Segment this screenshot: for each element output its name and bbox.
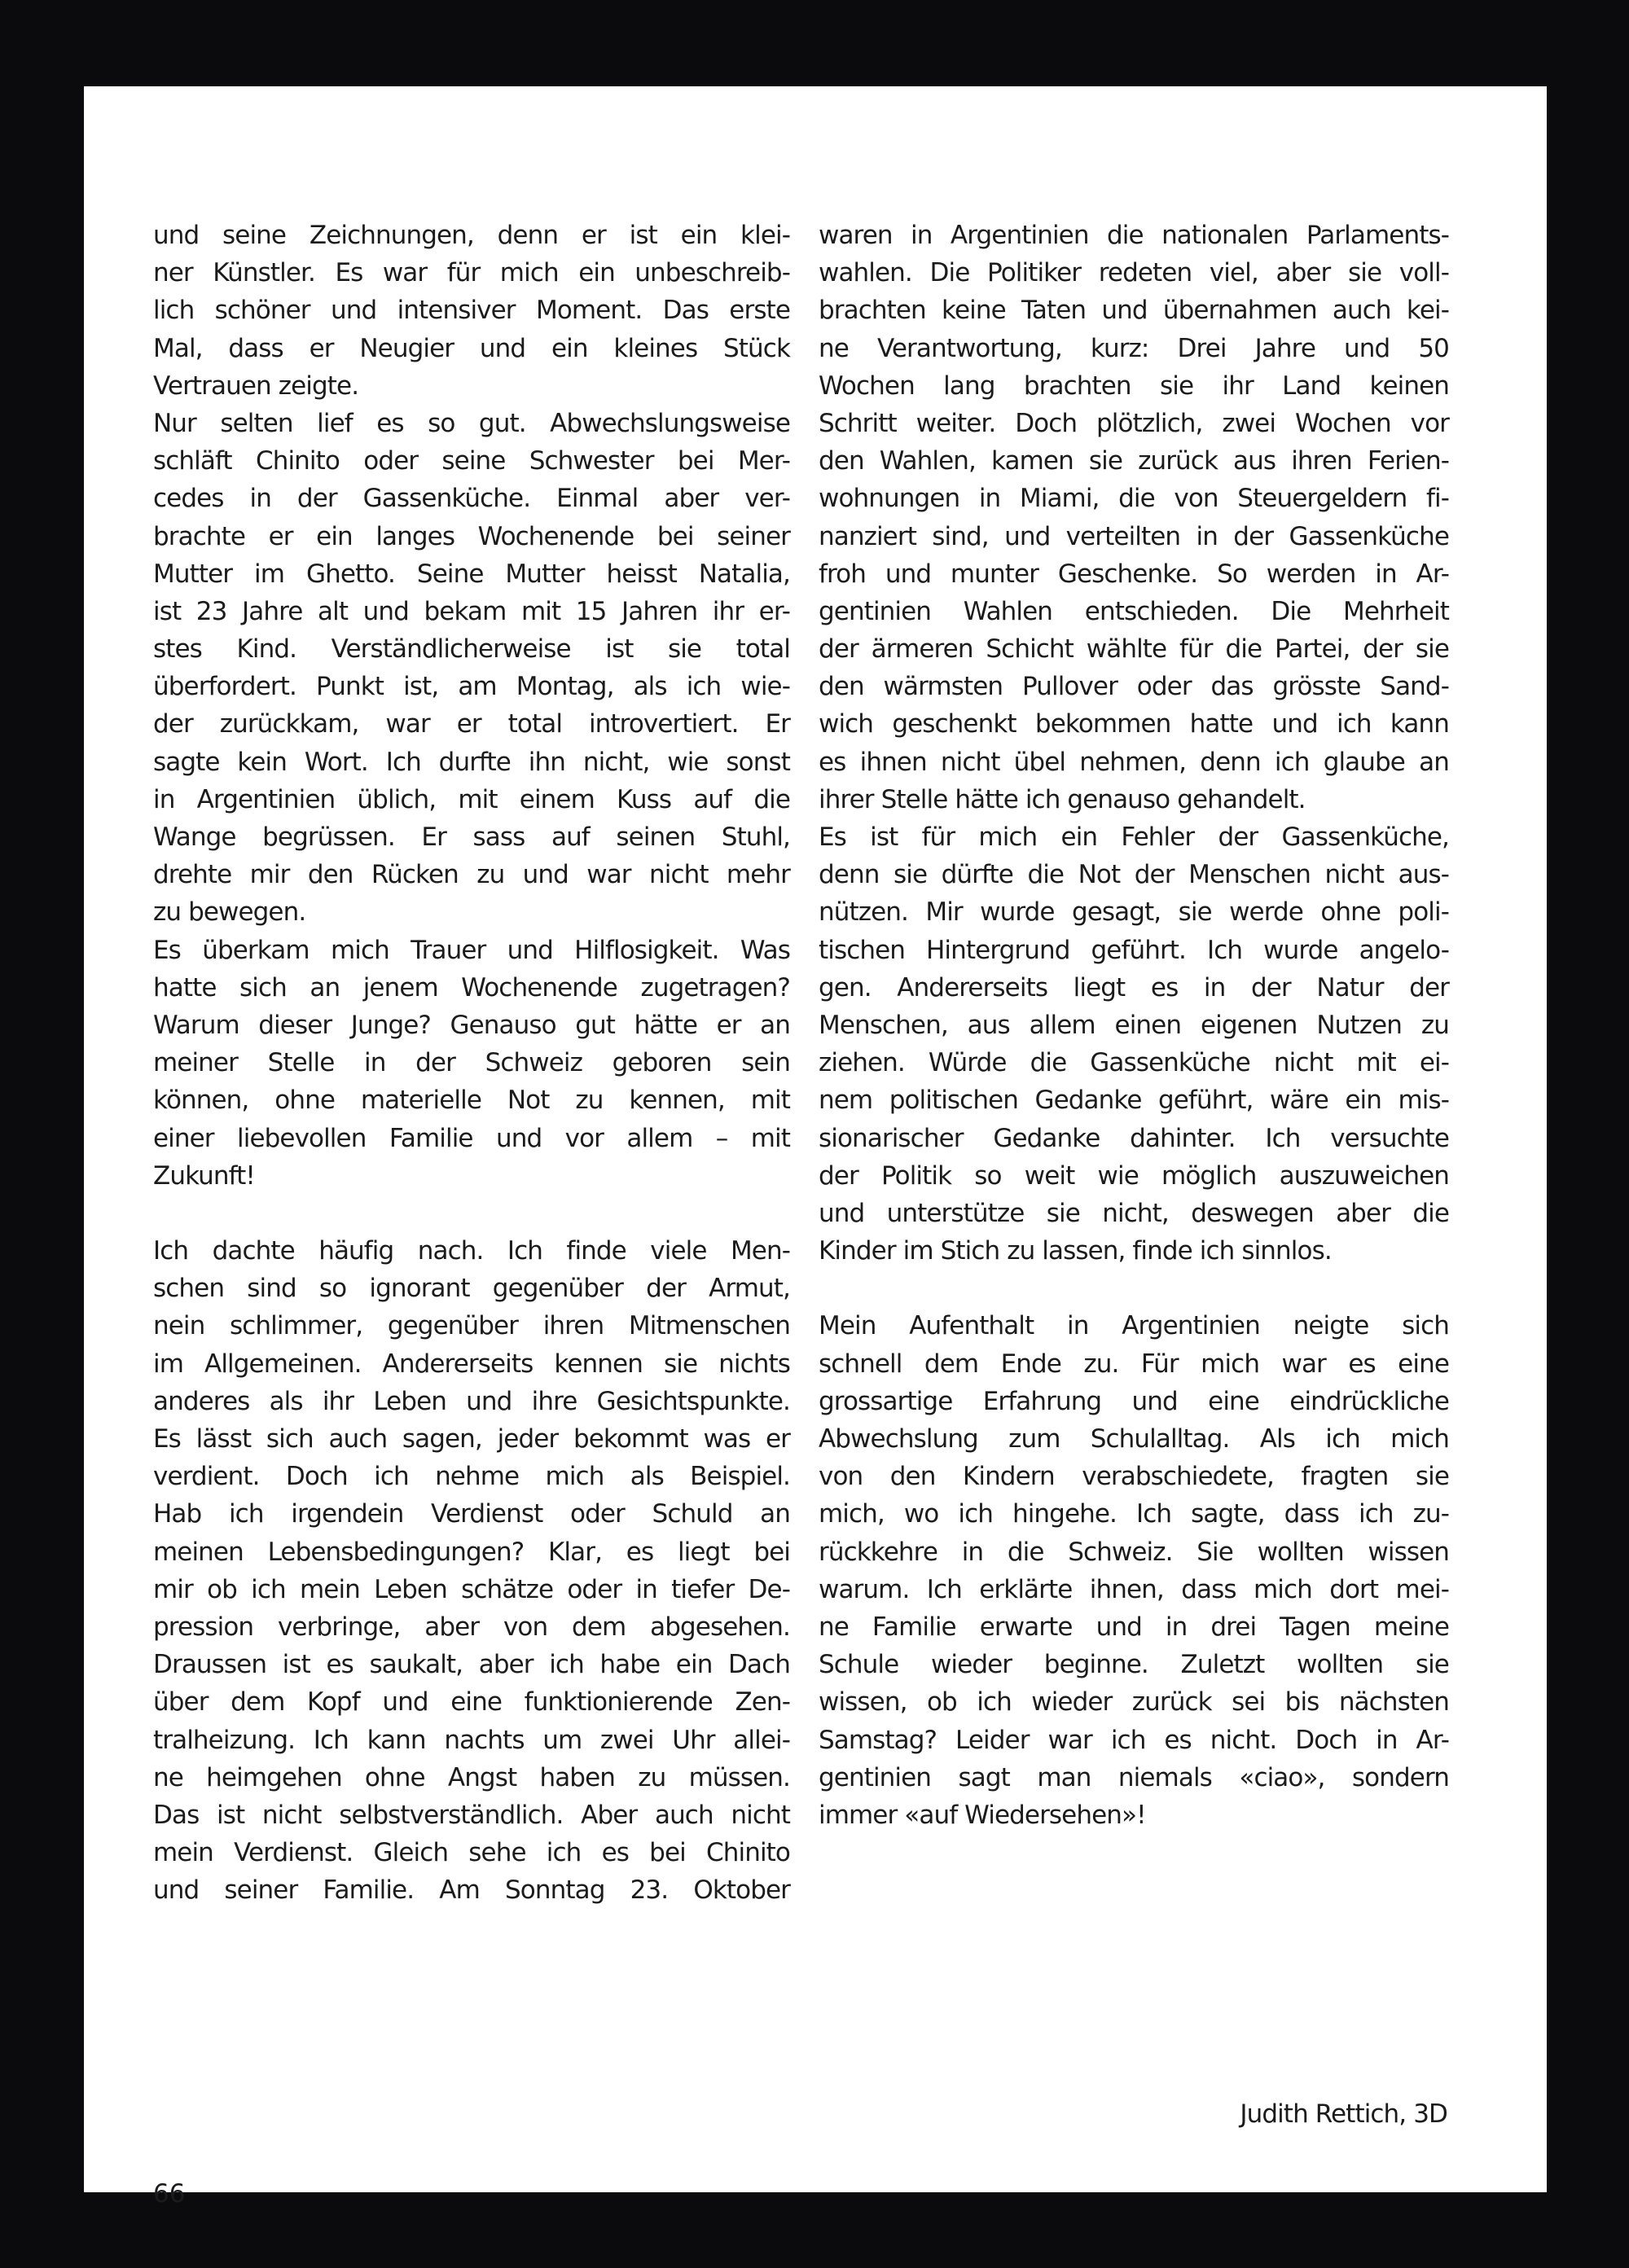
text-line: gen. Andererseits liegt es in der Natur der	[819, 972, 1449, 1002]
left-text-column	[153, 217, 790, 1909]
text-line: gentinien sagt man niemals «ciao», sondern	[819, 1762, 1449, 1792]
text-line: grossartige Erfahrung und eine eindrückliche	[819, 1386, 1449, 1416]
text-line: tischen Hintergrund geführt. Ich wurde angelo-	[819, 935, 1449, 965]
text-line: ziehen. Würde die Gassenküche nicht mit ei-	[819, 1048, 1449, 1078]
text-line: Warum dieser Junge? Genauso gut hätte er an	[153, 1010, 790, 1040]
text-line: Vertrauen zeigte.	[153, 371, 359, 401]
text-line: ne heimgehen ohne Angst haben zu müssen.	[153, 1762, 790, 1792]
text-line: wohnungen in Miami, die von Steuergeldern fi-	[819, 484, 1449, 514]
text-line: und seine Zeichnungen, denn er ist ein klei-	[153, 221, 790, 250]
text-line: ihrer Stelle hätte ich genauso gehandelt.	[819, 784, 1306, 814]
text-line: Wochen lang brachten sie ihr Land keinen	[819, 371, 1449, 401]
text-line: ne Familie erwarte und in drei Tagen meine	[819, 1612, 1449, 1642]
text-line: den Wahlen, kamen sie zurück aus ihren Ferien-	[819, 446, 1449, 476]
text-line: einer liebevollen Familie und vor allem – mit	[153, 1123, 790, 1153]
text-line: mir ob ich mein Leben schätze oder in tiefer De-	[153, 1574, 790, 1604]
text-line: nem politischen Gedanke geführt, wäre ein mis-	[819, 1086, 1449, 1116]
text-line: brachten keine Taten und übernahmen auch kei-	[819, 296, 1449, 326]
text-line: Zukunft!	[153, 1160, 255, 1191]
text-line: Wange begrüssen. Er sass auf seinen Stuhl,	[153, 823, 790, 852]
text-line: es ihnen nicht übel nehmen, denn ich glaube an	[819, 747, 1449, 777]
text-line: wissen, ob ich wieder zurück sei bis nächsten	[819, 1687, 1449, 1717]
text-line: brachte er ein langes Wochenende bei seiner	[153, 521, 790, 551]
text-line: Schule wieder beginne. Zuletzt wollten sie	[819, 1650, 1449, 1680]
text-line: rückkehre in die Schweiz. Sie wollten wissen	[819, 1537, 1449, 1567]
text-line: Das ist nicht selbstverständlich. Aber auch nicht	[153, 1800, 790, 1830]
text-line: zu bewegen.	[153, 897, 306, 928]
text-line: Mein Aufenthalt in Argentinien neigte sich	[819, 1311, 1449, 1341]
text-line: Es lässt sich auch sagen, jeder bekommt was er	[153, 1424, 790, 1454]
document-page	[84, 86, 1547, 2209]
text-line: Menschen, aus allem einen eigenen Nutzen zu	[819, 1010, 1449, 1040]
text-line: Samstag? Leider war ich es nicht. Doch in Ar-	[819, 1725, 1449, 1755]
text-line: wich geschenkt bekommen hatte und ich kann	[819, 709, 1449, 739]
text-line: mein Verdienst. Gleich sehe ich es bei Chinito	[153, 1838, 790, 1868]
text-line: immer «auf Wiedersehen»!	[819, 1800, 1146, 1830]
author-signature: Judith Rettich, 3D	[1240, 2099, 1447, 2129]
text-line: stes Kind. Verständlicherweise ist sie total	[153, 634, 790, 665]
text-line: verdient. Doch ich nehme mich als Beispiel.	[153, 1462, 790, 1492]
text-line: und seiner Familie. Am Sonntag 23. Oktober	[153, 1875, 790, 1906]
text-line: überfordert. Punkt ist, am Montag, als ich wie-	[153, 672, 790, 702]
text-line: wahlen. Die Politiker redeten viel, aber sie voll-	[819, 258, 1449, 288]
text-line: drehte mir den Rücken zu und war nicht mehr	[153, 860, 790, 890]
text-line: Mal, dass er Neugier und ein kleines Stück	[153, 333, 790, 363]
text-line: von den Kindern verabschiedete, fragten sie	[819, 1462, 1449, 1492]
text-line: waren in Argentinien die nationalen Parlaments-	[819, 221, 1449, 250]
text-line: sionarischer Gedanke dahinter. Ich versuchte	[819, 1123, 1449, 1153]
text-line: schen sind so ignorant gegenüber der Armut,	[153, 1274, 790, 1304]
text-line: Mutter im Ghetto. Seine Mutter heisst Natalia,	[153, 559, 790, 589]
text-line: können, ohne materielle Not zu kennen, mit	[153, 1086, 790, 1116]
text-line: Hab ich irgendein Verdienst oder Schuld an	[153, 1499, 790, 1529]
text-line: nein schlimmer, gegenüber ihren Mitmenschen	[153, 1311, 790, 1341]
right-text-column	[819, 217, 1449, 1834]
text-line: Nur selten lief es so gut. Abwechslungsweise	[153, 408, 790, 438]
text-line: Draussen ist es saukalt, aber ich habe ein Dach	[153, 1650, 790, 1680]
text-line: lich schöner und intensiver Moment. Das erste	[153, 296, 790, 326]
text-line: sagte kein Wort. Ich durfte ihn nicht, wie sonst	[153, 747, 790, 777]
text-line: warum. Ich erklärte ihnen, dass mich dort mei-	[819, 1574, 1449, 1604]
text-line: ner Künstler. Es war für mich ein unbeschreib-	[153, 258, 790, 288]
page-number: 66	[153, 2179, 186, 2209]
text-line: cedes in der Gassenküche. Einmal aber ver-	[153, 484, 790, 514]
text-line: gentinien Wahlen entschieden. Die Mehrheit	[819, 596, 1449, 626]
paragraph-gap	[819, 1270, 1449, 1307]
text-line: meinen Lebensbedingungen? Klar, es liegt bei	[153, 1537, 790, 1567]
paragraph-gap	[153, 1195, 790, 1232]
text-line: schläft Chinito oder seine Schwester bei Mer-	[153, 446, 790, 476]
text-line: froh und munter Geschenke. So werden in Ar-	[819, 559, 1449, 589]
text-line: in Argentinien üblich, mit einem Kuss auf die	[153, 784, 790, 814]
text-line: nanziert sind, und verteilten in der Gassenküche	[819, 521, 1449, 551]
text-line: der Politik so weit wie möglich auszuweichen	[819, 1160, 1449, 1191]
text-line: der ärmeren Schicht wählte für die Partei, der sie	[819, 634, 1449, 665]
text-line: Es überkam mich Trauer und Hilflosigkeit. Was	[153, 935, 790, 965]
text-line: schnell dem Ende zu. Für mich war es eine	[819, 1349, 1449, 1379]
text-line: Schritt weiter. Doch plötzlich, zwei Wochen vor	[819, 408, 1449, 438]
text-line: Es ist für mich ein Fehler der Gassenküche,	[819, 823, 1449, 852]
text-line: ne Verantwortung, kurz: Drei Jahre und 50	[819, 333, 1449, 363]
text-line: denn sie dürfte die Not der Menschen nicht aus-	[819, 860, 1449, 890]
text-line: Abwechslung zum Schulalltag. Als ich mich	[819, 1424, 1449, 1454]
text-line: mich, wo ich hingehe. Ich sagte, dass ich zu-	[819, 1499, 1449, 1529]
text-line: hatte sich an jenem Wochenende zugetragen?	[153, 972, 790, 1002]
text-line: pression verbringe, aber von dem abgesehen.	[153, 1612, 790, 1642]
text-line: über dem Kopf und eine funktionierende Zen-	[153, 1687, 790, 1717]
text-line: Kinder im Stich zu lassen, finde ich sinnlos.	[819, 1236, 1332, 1266]
text-line: im Allgemeinen. Andererseits kennen sie nichts	[153, 1349, 790, 1379]
text-line: der zurückkam, war er total introvertiert. Er	[153, 709, 790, 739]
text-line: den wärmsten Pullover oder das grösste Sand-	[819, 672, 1449, 702]
text-line: Ich dachte häufig nach. Ich finde viele Men-	[153, 1236, 790, 1266]
text-line: tralheizung. Ich kann nachts um zwei Uhr allei-	[153, 1725, 790, 1755]
text-line: nützen. Mir wurde gesagt, sie werde ohne poli-	[819, 897, 1449, 928]
text-line: anderes als ihr Leben und ihre Gesichtspunkte.	[153, 1386, 790, 1416]
text-line: ist 23 Jahre alt und bekam mit 15 Jahren ihr er-	[153, 596, 790, 626]
text-line: und unterstütze sie nicht, deswegen aber die	[819, 1198, 1449, 1228]
text-line: meiner Stelle in der Schweiz geboren sein	[153, 1048, 790, 1078]
